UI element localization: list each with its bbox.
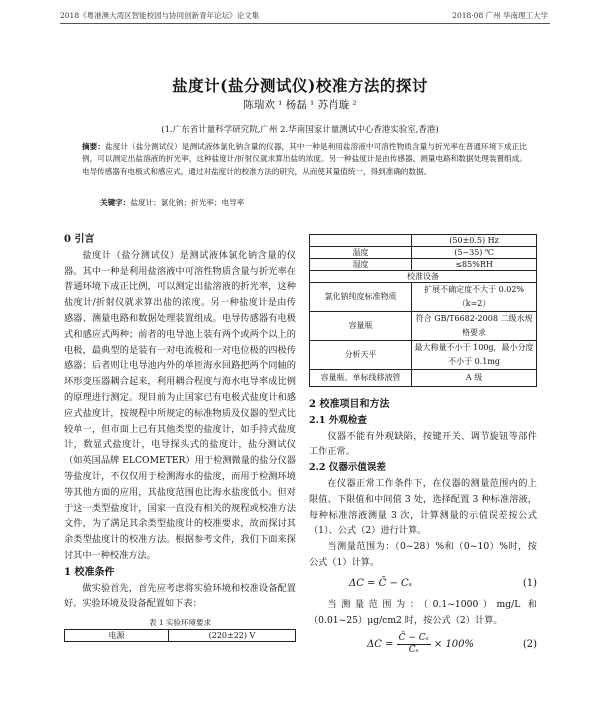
equation-2 bbox=[309, 628, 537, 662]
equation-1-body: ΔC = C̄ − Cₛ bbox=[349, 577, 413, 589]
table-cell: 分析天平 bbox=[310, 341, 412, 370]
equation-2-denominator: Cₛ bbox=[408, 645, 419, 656]
table-cell: 氯化钠纯度标准物质 bbox=[310, 283, 412, 312]
table-cell bbox=[310, 235, 412, 247]
section-2-2-paragraph: 在仪器正常工作条件下，在仪器的测量范围内的上限值、下限值和中间值 3 处，选择配置 3 种标准溶液，每种标准溶液测量 3 次，计算测量的示值误差按公式（1）、公式（2）进行计算。 bbox=[309, 477, 537, 537]
equation-2-number: (2) bbox=[522, 639, 537, 651]
table-row bbox=[310, 341, 537, 370]
table-row bbox=[310, 259, 537, 271]
abstract bbox=[82, 141, 527, 178]
table-cell: 电源 bbox=[65, 630, 169, 642]
equation-1-number: (1) bbox=[522, 577, 537, 589]
equation-2-numerator: C̄ − Cₛ bbox=[398, 633, 429, 644]
section-0-heading: 0 引言 bbox=[64, 234, 95, 245]
intro-paragraph: 盐度计（盐分测试仪）是测试液体氯化钠含量的仪器。其中一种是利用盐溶液中可溶性物质含量与折光率在普通环境下成正比例，可以测定出盐溶液的折光率，这种盐度计/折射仪就求算出盐的浓度。另一种盐度计是由传感器、测量电路和数据处理装置组成。电导传感器有电极式和感应式两种；前者的电导池上装有两个或两个以上的电极，最典型的是装有一对电流极和一对电位极的四极传感器；后者则让电导池内外的单匝海水回路把两个同轴的环形变压器耦合起来，利用耦合程度与海水电导率成比例的原理进行测定。现目前为止国家已有电极式盐度计和感应式盐度计，按规程中所规定的标准物质及仪器的型式比较单一，但市面上已有其他类型的盐度计，如手持式盐度计，数显式盐度计，电导探头式的盐度计，盐分测试仪（如英国品牌 ELCOMETER）用于检测微量的盐分仪器等盐度计，不仅仅用于检测海水的盐度，而用于检测环境等其他方面的应用，其盐度范围也比海水盐度低小。但对于这一类型盐度计，国家一直没有相关的规程或校准方法文件，为了满足其余类型盐度计的校准要求，故而探讨其余类型盐度计的校准方法。根据参考文件，我们下面来探讨其中一种校准方法。 bbox=[64, 249, 296, 561]
table-row bbox=[65, 630, 296, 642]
formula-2-condition: 当测量范围为：（0.1~1000）mg/L 和（0.01~25）μg/cm2 时，按公式（2）计算。 bbox=[309, 598, 537, 626]
equation-2-body bbox=[367, 633, 474, 656]
header-rule bbox=[60, 23, 550, 24]
keywords-text: 盐度计；氯化钠；折光率；电导率 bbox=[130, 198, 245, 207]
table-1-continued bbox=[309, 234, 537, 387]
table-cell: 校准设备 bbox=[310, 271, 537, 283]
formula-1-condition: 当测量范围为：（0~28）%和（0~10）%时，按公式（1）计算。 bbox=[309, 541, 537, 568]
right-column bbox=[309, 234, 537, 662]
paper-affiliation: (1.广东省计量科学研究院,广州 2.华南国家计量测试中心香港实验室,香港) bbox=[161, 125, 439, 135]
table-row bbox=[310, 235, 537, 247]
section-2-1-paragraph: 仪器不能有外观缺陷，按键开关、调节旋钮等部件工作正常。 bbox=[309, 430, 537, 458]
table-cell: 符合 GB/T6682-2008 二级水规格要求 bbox=[412, 312, 537, 341]
section-2-heading: 2 校准项目和方法 bbox=[309, 399, 390, 410]
table-1-caption: 表 1 实验环境要求 bbox=[148, 618, 212, 628]
running-header-right: 2018·08 广州 华南理工大学 bbox=[452, 11, 548, 20]
table-row bbox=[310, 247, 537, 259]
table-cell: 容量瓶 bbox=[310, 312, 412, 341]
keywords bbox=[100, 197, 244, 208]
table-cell: ≤85%RH bbox=[412, 259, 537, 271]
paper-title: 盐度计(盐分测试仪)校准方法的探讨 bbox=[172, 76, 428, 95]
table-row bbox=[310, 312, 537, 341]
table-cell: 最大称量不小于 100g，最小分度不小于 0.1mg bbox=[412, 341, 537, 370]
table-cell: 湿度 bbox=[310, 259, 412, 271]
table-cell: 温度 bbox=[310, 247, 412, 259]
table-row bbox=[310, 283, 537, 312]
table-row bbox=[310, 271, 537, 283]
table-cell: A 级 bbox=[412, 370, 537, 387]
table-cell: 扩展不确定度不大于 0.02%（k=2） bbox=[412, 283, 537, 312]
section-2-1-heading: 2.1 外观检查 bbox=[309, 414, 367, 426]
table-1 bbox=[64, 629, 296, 642]
paper-authors: 陈瑞欢 ¹ 杨磊 ¹ 苏肖璇 ² bbox=[243, 99, 357, 111]
left-column bbox=[64, 232, 296, 642]
table-cell: (5~35) ℃ bbox=[412, 247, 537, 259]
table-cell: (50±0.5) Hz bbox=[412, 235, 537, 247]
equation-1 bbox=[309, 571, 537, 597]
abstract-label: 摘要： bbox=[82, 142, 106, 151]
keywords-label: 关键字： bbox=[100, 198, 131, 207]
equation-2-tail: × 100% bbox=[433, 639, 475, 651]
running-header-left: 2018《粤港澳大湾区智能校园与协同创新青年论坛》论文集 bbox=[60, 11, 260, 20]
equation-2-lhs: ΔC = bbox=[367, 639, 394, 651]
section-2-2-heading: 2.2 仪器示值误差 bbox=[309, 462, 386, 474]
section-1-heading: 1 校准条件 bbox=[64, 566, 115, 578]
abstract-text: 盐度计（盐分测试仪）是测试液体氯化钠含量的仪器，其中一种是利用盐溶液中可溶性物质含量与折光率在普通环境下成正比例，可以测定出盐溶液的折光率，这种盐度计/折射仪就求算出盐的浓度。另一种盐度计是由传感器、测量电路和数据处理装置组成。电导传感器有电极式和感应式，通过对盐度计的校准方法的研究，从而使其量值统一，得到准确的数据。 bbox=[82, 142, 528, 176]
section-1-paragraph: 做实验首先，首先应考虑将实验环境和校准设备配置好。实验环境及设备配置如下表： bbox=[64, 582, 296, 610]
table-cell: 容量瓶、单标线移液管 bbox=[310, 370, 412, 387]
table-row bbox=[310, 370, 537, 387]
table-cell: (220±22) V bbox=[168, 630, 295, 642]
equation-2-fraction bbox=[397, 633, 431, 656]
